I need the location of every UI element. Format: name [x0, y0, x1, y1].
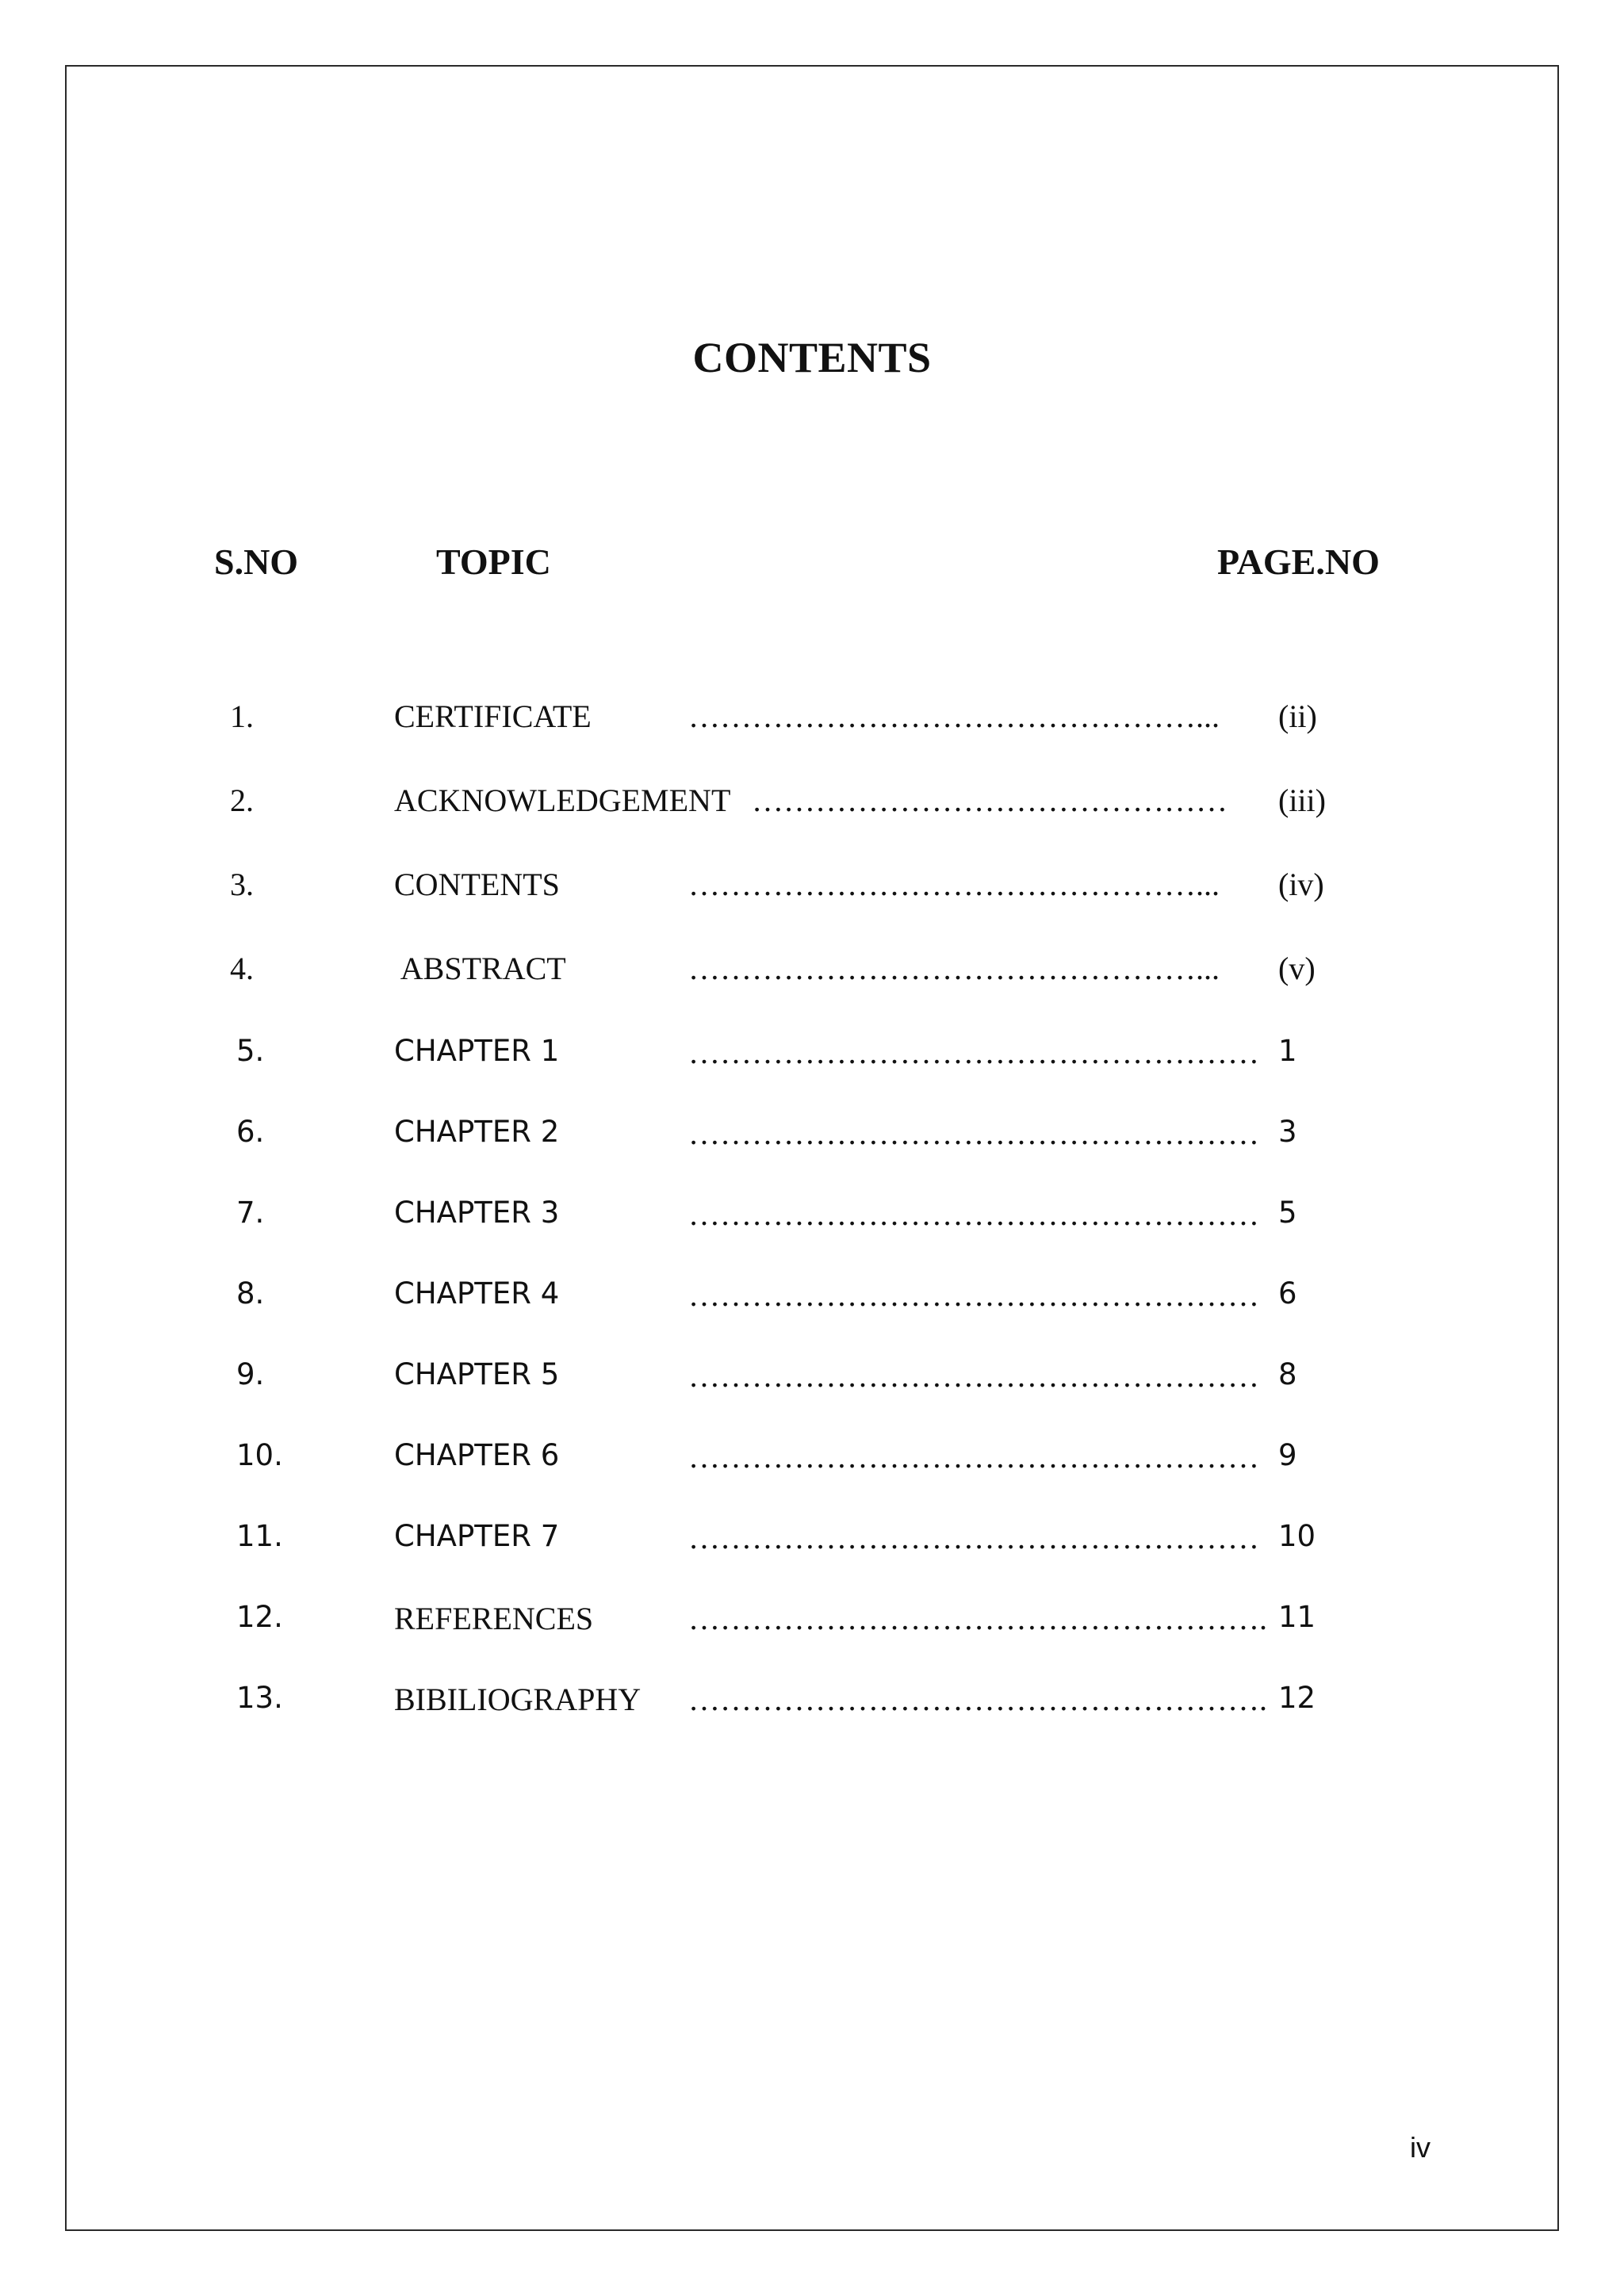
toc-topic: CHAPTER 4 — [394, 1276, 560, 1311]
toc-leader: ……………………………………………… — [688, 1035, 1259, 1070]
toc-row — [0, 1034, 1624, 1081]
toc-leader: ……………………………………………… — [688, 1358, 1259, 1394]
toc-leader: ……………………………………………… — [688, 1520, 1259, 1556]
toc-page: (v) — [1278, 951, 1316, 986]
toc-sno: 7. — [236, 1196, 265, 1230]
toc-row — [0, 866, 1624, 913]
column-header-topic: TOPIC — [436, 541, 551, 582]
toc-topic: REFERENCES — [394, 1601, 594, 1636]
toc-leader: ………………………………………………. — [688, 1601, 1267, 1636]
toc-topic: CHAPTER 5 — [394, 1357, 560, 1391]
toc-leader: …………………………………………... — [688, 698, 1220, 734]
toc-topic: CHAPTER 7 — [394, 1519, 560, 1553]
column-header-page-no: PAGE.NO — [1217, 541, 1380, 582]
toc-page: (iii) — [1278, 783, 1326, 818]
toc-sno: 8. — [236, 1276, 265, 1311]
toc-sno: 1. — [230, 698, 254, 734]
toc-sno: 4. — [230, 951, 254, 986]
toc-page: 5 — [1278, 1196, 1297, 1230]
toc-page: (iv) — [1278, 867, 1324, 902]
toc-row — [0, 1276, 1624, 1324]
toc-page: 9 — [1278, 1438, 1297, 1472]
toc-row — [0, 698, 1624, 745]
toc-sno: 6. — [236, 1115, 265, 1149]
toc-page: 6 — [1278, 1276, 1297, 1311]
toc-row — [0, 782, 1624, 829]
toc-topic: BIBILIOGRAPHY — [394, 1682, 642, 1717]
toc-page: 1 — [1278, 1034, 1297, 1068]
toc-sno: 5. — [236, 1034, 265, 1068]
toc-leader: ………………………………………………. — [688, 1682, 1267, 1717]
toc-page: 12 — [1278, 1681, 1316, 1715]
toc-leader: ……………………………………………… — [688, 1439, 1259, 1475]
toc-sno: 9. — [236, 1357, 265, 1391]
toc-leader: ……………………………………………… — [688, 1196, 1259, 1232]
toc-topic: CHAPTER 2 — [394, 1115, 560, 1149]
toc-leader: ……………………………………………… — [688, 1277, 1259, 1313]
toc-row — [0, 1681, 1624, 1728]
toc-row — [0, 950, 1624, 997]
toc-page: 3 — [1278, 1115, 1297, 1149]
toc-topic: CHAPTER 6 — [394, 1438, 560, 1472]
page-title: CONTENTS — [692, 334, 932, 381]
toc-sno: 10. — [236, 1438, 283, 1472]
page-number: iv — [1410, 2131, 1431, 2164]
toc-page: (ii) — [1278, 698, 1317, 734]
toc-row — [0, 1196, 1624, 1243]
toc-leader: …………………………………………... — [688, 867, 1220, 902]
toc-leader: ……………………………………………… — [688, 1115, 1259, 1151]
toc-sno: 12. — [236, 1600, 283, 1634]
toc-sno: 3. — [230, 867, 254, 902]
toc-topic: ABSTRACT — [394, 951, 566, 986]
toc-topic: CHAPTER 3 — [394, 1196, 560, 1230]
toc-page: 10 — [1278, 1519, 1316, 1553]
toc-topic: CHAPTER 1 — [394, 1034, 560, 1068]
column-header-sno: S.NO — [214, 541, 299, 582]
toc-row — [0, 1519, 1624, 1567]
toc-sno: 2. — [230, 783, 254, 818]
toc-page: 8 — [1278, 1357, 1297, 1391]
toc-row — [0, 1600, 1624, 1647]
toc-leader: ……………………………………… — [752, 783, 1228, 818]
toc-row — [0, 1438, 1624, 1486]
toc-page: 11 — [1278, 1600, 1316, 1634]
toc-row — [0, 1357, 1624, 1405]
toc-sno: 13. — [236, 1681, 283, 1715]
toc-topic: CONTENTS — [394, 867, 560, 902]
toc-sno: 11. — [236, 1519, 283, 1553]
toc-row — [0, 1115, 1624, 1162]
toc-topic: CERTIFICATE — [394, 698, 592, 734]
toc-leader: …………………………………………... — [688, 951, 1220, 986]
toc-topic: ACKNOWLEDGEMENT — [394, 783, 731, 818]
